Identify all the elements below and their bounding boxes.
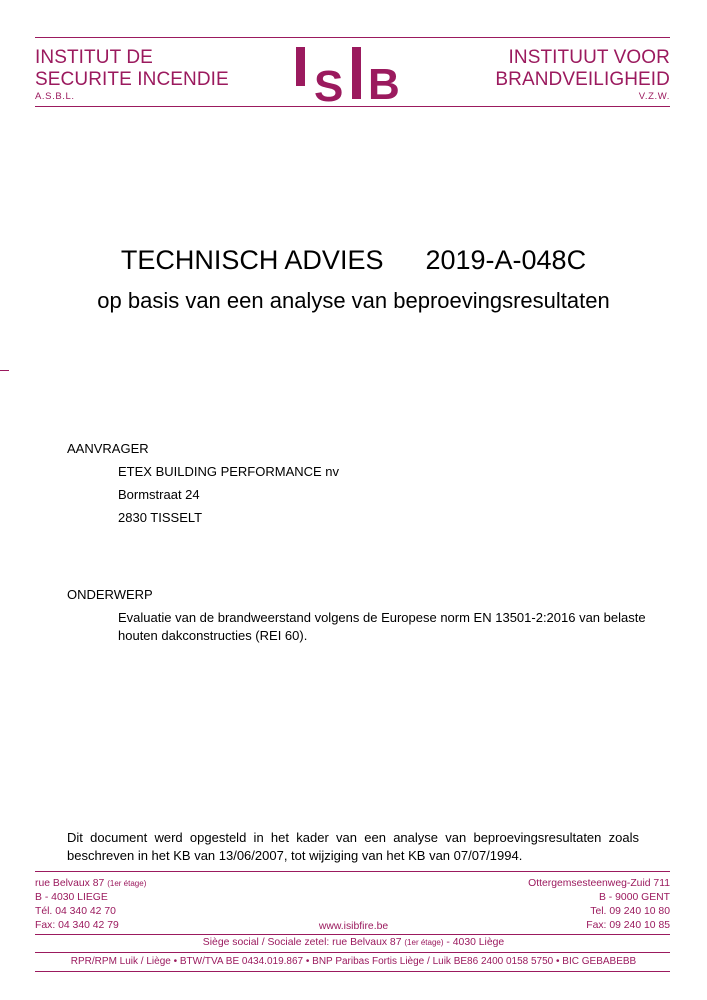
footer-mid-rule	[35, 934, 670, 935]
applicant-heading: AANVRAGER	[67, 441, 149, 456]
header-right-small: V.Z.W.	[638, 91, 670, 102]
footer-right-fax: Fax: 09 240 10 85	[586, 920, 670, 931]
header-left-block	[35, 47, 229, 102]
title-main: TECHNISCH ADVIES	[120, 245, 384, 275]
subject-heading: ONDERWERP	[67, 587, 153, 602]
footer-left-fax: Fax: 04 340 42 79	[35, 920, 119, 931]
header-right-block	[495, 47, 670, 102]
applicant-street: Bormstraat 24	[118, 487, 200, 502]
footer-left-street: rue Belvaux 87	[35, 878, 105, 889]
footer-seat	[0, 936, 707, 950]
footer-left-tel: Tél. 04 340 42 70	[35, 906, 116, 917]
footer-seat-note: (1er étage)	[404, 938, 444, 947]
footer-right-street: Ottergemsesteenweg-Zuid 711	[528, 878, 670, 889]
header-left-small: A.S.B.L.	[35, 91, 75, 102]
footer-bottom-rule	[35, 971, 670, 972]
isib-logo	[292, 44, 414, 104]
footer-top-rule	[35, 871, 670, 872]
header-right-line2: BRANDVEILIGHEID	[495, 69, 670, 90]
intro-line1: Dit document werd opgesteld in het kader van een analyse van beproevingsresultaten zoals	[67, 830, 639, 845]
intro-line2: beschreven in het KB van 13/06/2007, tot wijziging van het KB van 07/07/1994.	[67, 848, 523, 863]
margin-mark	[0, 370, 9, 371]
applicant-company: ETEX BUILDING PERFORMANCE nv	[118, 464, 340, 479]
document-subtitle: op basis van een analyse van beproevingsresultaten	[97, 288, 610, 313]
header-right-line1: INSTITUUT VOOR	[508, 47, 670, 68]
footer-seat-prefix: Siège social / Sociale zetel: rue Belvaux 87	[202, 937, 402, 948]
subject-line2: houten dakconstructies (REI 60).	[118, 628, 308, 643]
applicant-city: 2830 TISSELT	[118, 510, 203, 525]
footer-left-street-note: (1er étage)	[107, 879, 147, 888]
subject-line1: Evaluatie van de brandweerstand volgens de Europese norm EN 13501-2:2016 van belaste	[118, 610, 646, 625]
footer-website-link[interactable]: www.isibfire.be	[318, 921, 389, 932]
title-number: 2019-A-048C	[425, 245, 587, 275]
document-title	[0, 245, 707, 276]
svg-text:S: S	[314, 62, 344, 104]
footer-seat-suffix: - 4030 Liège	[443, 937, 505, 948]
footer-right-tel: Tel. 09 240 10 80	[590, 906, 670, 917]
header-left-line1: INSTITUT DE	[35, 47, 153, 68]
header-left-line2: SECURITE INCENDIE	[35, 69, 229, 90]
footer-lower-rule	[35, 952, 670, 953]
footer-legal: RPR/RPM Luik / Liège • BTW/TVA BE 0434.019.867 • BNP Paribas Fortis Liège / Luik BE86 2400 0158 5750 • BIC GEBABEBB	[70, 956, 637, 967]
header-top-rule	[35, 37, 670, 38]
header-bottom-rule	[35, 106, 670, 107]
footer-right-city: B - 9000 GENT	[598, 892, 670, 903]
svg-text:B: B	[368, 60, 400, 104]
footer-left-city: B - 4030 LIEGE	[35, 892, 108, 903]
